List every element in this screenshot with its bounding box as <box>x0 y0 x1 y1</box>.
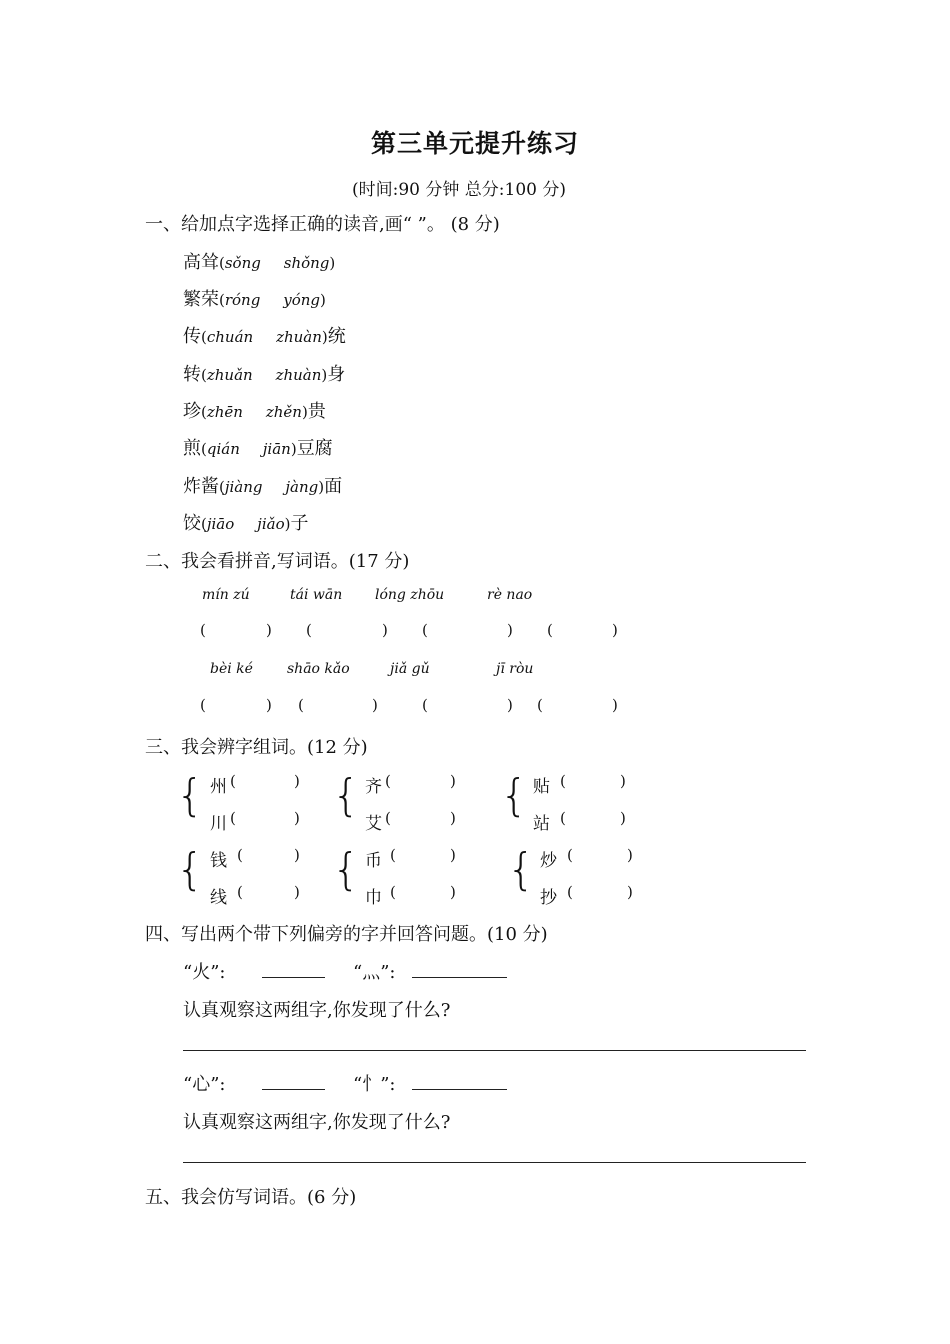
answer-blank-open[interactable]: ( <box>537 696 543 714</box>
item-word-prefix: 炸酱 <box>183 476 219 497</box>
pinyin-option-a[interactable]: zhēn <box>206 403 243 421</box>
pinyin-prompt: shāo kǎo <box>287 661 350 677</box>
item-word-suffix: 统 <box>327 326 346 347</box>
item-word-prefix: 珍 <box>183 401 201 422</box>
item-word-prefix: 传 <box>183 326 201 347</box>
answer-blank-close[interactable]: ) <box>507 696 513 714</box>
pinyin-option-b[interactable]: zhěn <box>265 403 302 421</box>
pinyin-option-a[interactable]: chuán <box>206 328 254 346</box>
answer-blank-open[interactable]: ( <box>306 621 312 639</box>
pinyin-option-a[interactable]: jiàng <box>224 478 263 496</box>
open-paren: ( <box>219 478 225 496</box>
pinyin-option-b[interactable]: jiān <box>262 440 291 458</box>
word-blank-open[interactable]: ( <box>230 772 236 790</box>
radical-fire-dots-label: “灬”: <box>353 962 396 983</box>
pinyin-prompt: tái wān <box>290 587 343 603</box>
pinyin-option-a[interactable]: jiāo <box>206 515 235 533</box>
word-blank-close[interactable]: ) <box>294 846 300 864</box>
answer-blank-close[interactable]: ) <box>266 696 272 714</box>
open-paren: ( <box>201 515 207 533</box>
word-blank-close[interactable]: ) <box>450 883 456 901</box>
answer-blank-close[interactable]: ) <box>612 621 618 639</box>
group-character: 艾 <box>365 814 382 834</box>
open-paren: ( <box>219 291 225 309</box>
close-paren: ) <box>301 403 308 421</box>
word-blank-close[interactable]: ) <box>627 883 633 901</box>
radical-fire-answer-line[interactable] <box>262 977 325 978</box>
word-blank-close[interactable]: ) <box>294 772 300 790</box>
group-character: 州 <box>210 777 227 797</box>
option-spacer <box>253 326 276 347</box>
answer-blank-open[interactable]: ( <box>422 696 428 714</box>
pinyin-prompt: lóng zhōu <box>375 587 445 603</box>
open-paren: ( <box>201 366 207 384</box>
option-spacer <box>261 252 284 273</box>
observation-answer-line-2[interactable] <box>183 1162 806 1163</box>
item-word-prefix: 煎 <box>183 438 201 459</box>
pinyin-option-b[interactable]: yóng <box>283 291 320 309</box>
group-character: 币 <box>365 851 382 871</box>
word-blank-open[interactable]: ( <box>390 883 396 901</box>
pinyin-prompt: rè nao <box>487 587 533 603</box>
word-blank-open[interactable]: ( <box>385 772 391 790</box>
answer-blank-open[interactable]: ( <box>200 696 206 714</box>
word-blank-open[interactable]: ( <box>390 846 396 864</box>
answer-blank-close[interactable]: ) <box>382 621 388 639</box>
close-paren: ) <box>318 478 325 496</box>
word-blank-open[interactable]: ( <box>230 809 236 827</box>
item-word-suffix: 面 <box>324 476 343 497</box>
close-paren: ) <box>321 366 328 384</box>
group-character: 巾 <box>365 888 382 908</box>
section-3-heading: 三、我会辨字组词。(12 分) <box>145 737 368 758</box>
reading-choice-item <box>183 397 326 423</box>
group-character: 站 <box>533 814 550 834</box>
page-subtitle: (时间:90 分钟 总分:100 分) <box>352 180 567 200</box>
radical-heart-label: “心”: <box>183 1074 226 1095</box>
word-blank-open[interactable]: ( <box>237 846 243 864</box>
answer-blank-close[interactable]: ) <box>372 696 378 714</box>
item-word-suffix: 豆腐 <box>296 438 333 459</box>
reading-choice-item <box>183 434 333 460</box>
item-word-suffix: 贵 <box>307 401 326 422</box>
word-blank-close[interactable]: ) <box>450 772 456 790</box>
word-blank-close[interactable]: ) <box>450 809 456 827</box>
answer-blank-open[interactable]: ( <box>298 696 304 714</box>
radical-heart-answer-line[interactable] <box>262 1089 325 1090</box>
word-blank-open[interactable]: ( <box>567 883 573 901</box>
item-word-suffix: 身 <box>327 364 346 385</box>
close-paren: ) <box>284 515 291 533</box>
radical-heart-side-answer-line[interactable] <box>412 1089 507 1090</box>
pinyin-option-b[interactable]: jàng <box>285 478 319 496</box>
answer-blank-close[interactable]: ) <box>507 621 513 639</box>
item-word-prefix: 高耸 <box>183 252 219 273</box>
curly-brace-icon: { <box>500 770 528 821</box>
word-blank-close[interactable]: ) <box>620 772 626 790</box>
word-blank-close[interactable]: ) <box>294 883 300 901</box>
reading-choice-item <box>183 285 326 311</box>
pinyin-prompt: mín zú <box>202 587 250 603</box>
pinyin-prompt: bèi ké <box>210 661 253 677</box>
group-character: 线 <box>210 888 227 908</box>
curly-brace-icon: { <box>507 844 535 895</box>
group-character: 川 <box>210 814 227 834</box>
radical-heart-side-label: “忄”: <box>353 1074 396 1095</box>
answer-blank-close[interactable]: ) <box>266 621 272 639</box>
word-blank-open[interactable]: ( <box>567 846 573 864</box>
option-spacer <box>240 438 263 459</box>
curly-brace-icon: { <box>176 844 204 895</box>
reading-choice-item <box>183 472 342 498</box>
open-paren: ( <box>219 254 225 272</box>
option-spacer <box>234 513 257 534</box>
pinyin-option-b[interactable]: shǒng <box>283 254 330 272</box>
item-word-suffix: 子 <box>290 513 309 534</box>
reading-choice-item <box>183 322 346 348</box>
group-character: 钱 <box>210 851 227 871</box>
option-spacer <box>263 476 286 497</box>
radical-fire-dots-answer-line[interactable] <box>412 977 507 978</box>
word-blank-open[interactable]: ( <box>237 883 243 901</box>
word-blank-close[interactable]: ) <box>620 809 626 827</box>
observation-question-2: 认真观察这两组字,你发现了什么? <box>183 1112 451 1133</box>
pinyin-prompt: jī ròu <box>496 661 534 677</box>
pinyin-option-b[interactable]: zhuàn <box>275 366 322 384</box>
section-1-heading: 一、给加点字选择正确的读音,画“ ”。 (8 分) <box>145 214 500 235</box>
pinyin-option-a[interactable]: róng <box>224 291 261 309</box>
option-spacer <box>260 289 283 310</box>
word-blank-close[interactable]: ) <box>294 809 300 827</box>
answer-blank-open[interactable]: ( <box>547 621 553 639</box>
option-spacer <box>253 364 276 385</box>
word-blank-open[interactable]: ( <box>560 809 566 827</box>
close-paren: ) <box>290 440 297 458</box>
page-title: 第三单元提升练习 <box>370 129 579 158</box>
curly-brace-icon: { <box>176 770 204 821</box>
pinyin-option-a[interactable]: qián <box>206 440 240 458</box>
curly-brace-icon: { <box>332 770 360 821</box>
close-paren: ) <box>320 291 326 309</box>
answer-blank-open[interactable]: ( <box>200 621 206 639</box>
section-5-heading: 五、我会仿写词语。(6 分) <box>145 1187 357 1208</box>
group-character: 炒 <box>540 851 557 871</box>
option-spacer <box>243 401 266 422</box>
pinyin-option-a[interactable]: sǒng <box>224 254 261 272</box>
item-word-prefix: 转 <box>183 364 201 385</box>
section-2-heading: 二、我会看拼音,写词语。(17 分) <box>145 551 410 572</box>
observation-question-1: 认真观察这两组字,你发现了什么? <box>183 1000 451 1021</box>
group-character: 贴 <box>533 777 550 797</box>
curly-brace-icon: { <box>332 844 360 895</box>
reading-choice-item <box>183 248 335 274</box>
group-character: 抄 <box>540 888 557 908</box>
close-paren: ) <box>321 328 328 346</box>
item-word-prefix: 饺 <box>183 513 201 534</box>
pinyin-option-b[interactable]: zhuàn <box>276 328 322 346</box>
open-paren: ( <box>201 440 207 458</box>
open-paren: ( <box>201 328 207 346</box>
word-blank-close[interactable]: ) <box>627 846 633 864</box>
pinyin-option-a[interactable]: zhuǎn <box>206 366 253 384</box>
radical-fire-label: “火”: <box>183 962 226 983</box>
section-4-heading: 四、写出两个带下列偏旁的字并回答问题。(10 分) <box>145 924 548 945</box>
word-blank-open[interactable]: ( <box>385 809 391 827</box>
open-paren: ( <box>201 403 207 421</box>
reading-choice-item <box>183 509 308 535</box>
answer-blank-close[interactable]: ) <box>612 696 618 714</box>
observation-answer-line-1[interactable] <box>183 1050 806 1051</box>
pinyin-prompt: jiǎ gǔ <box>390 661 430 677</box>
item-word-prefix: 繁荣 <box>183 289 219 310</box>
pinyin-option-b[interactable]: jiǎo <box>257 515 285 533</box>
group-character: 齐 <box>365 777 382 797</box>
reading-choice-item <box>183 360 345 386</box>
answer-blank-open[interactable]: ( <box>422 621 428 639</box>
close-paren: ) <box>329 254 336 272</box>
word-blank-open[interactable]: ( <box>560 772 566 790</box>
word-blank-close[interactable]: ) <box>450 846 456 864</box>
